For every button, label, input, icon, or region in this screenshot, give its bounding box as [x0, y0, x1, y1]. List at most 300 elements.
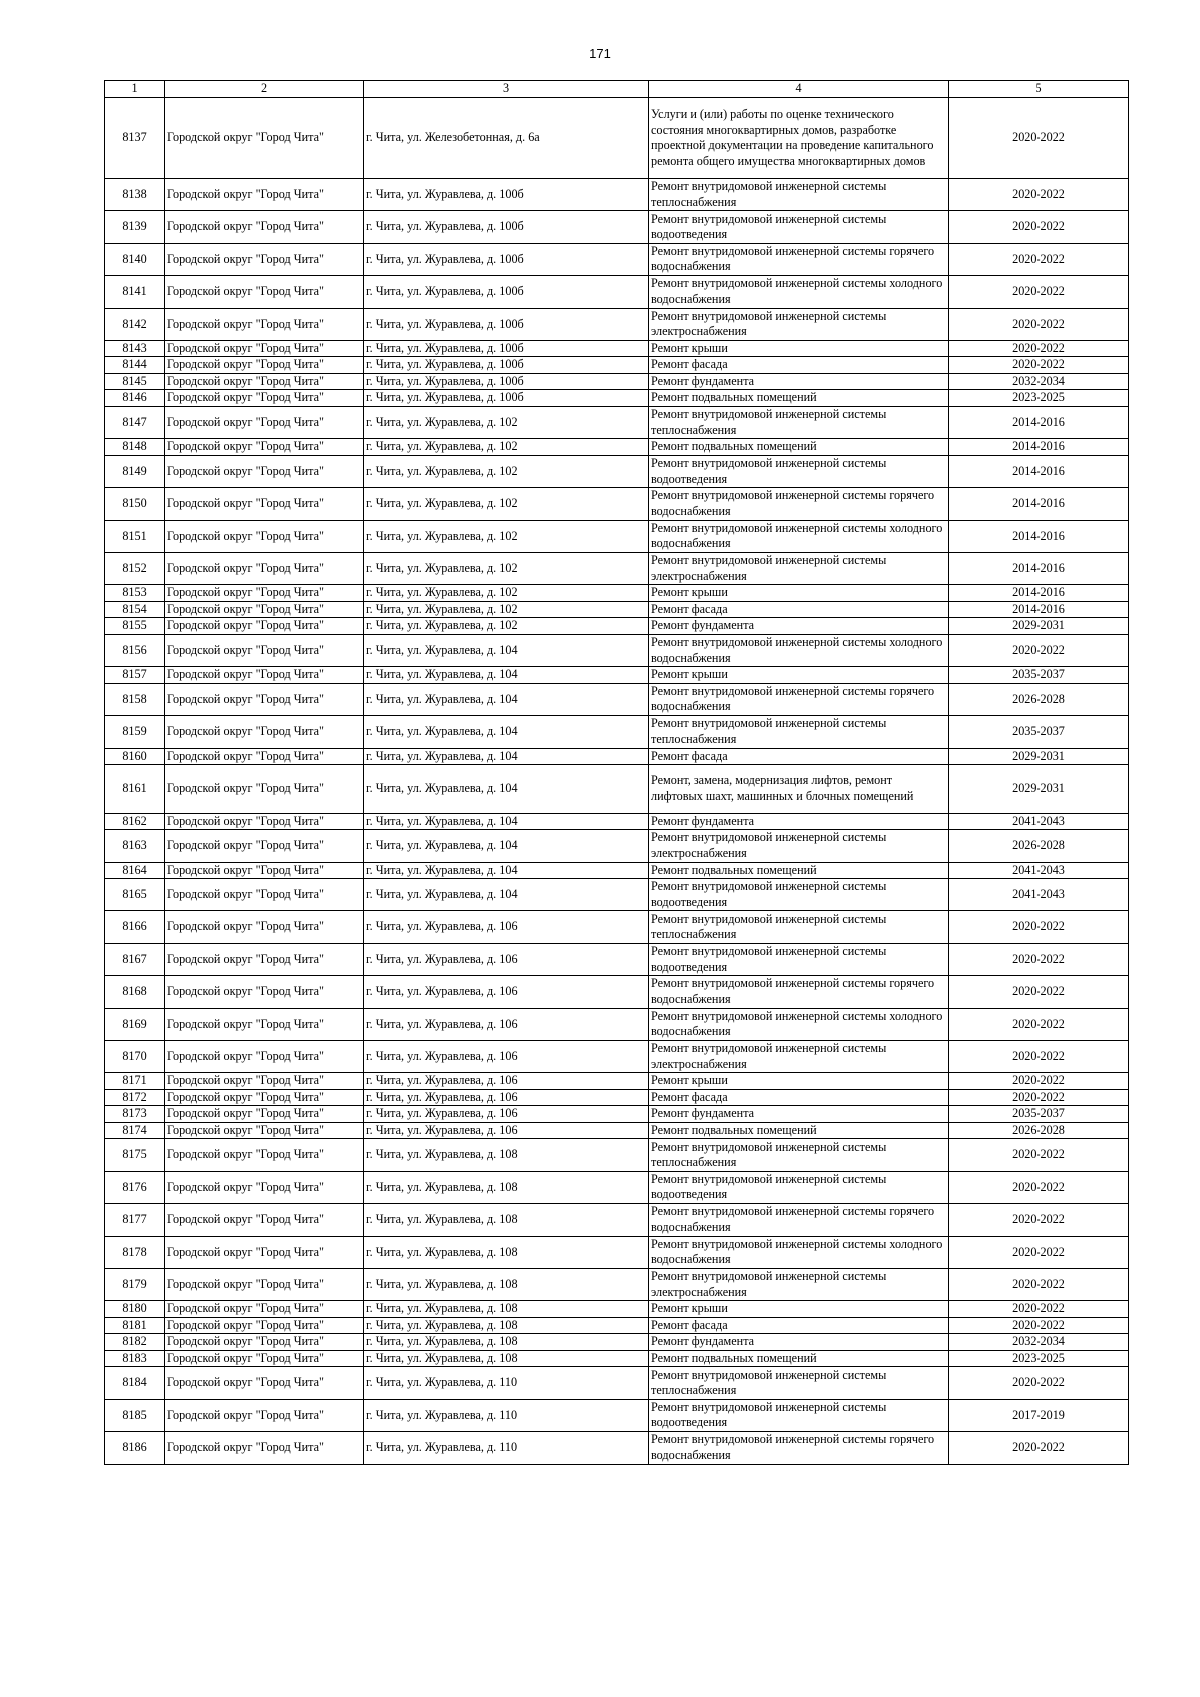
- period-cell: 2014-2016: [949, 601, 1129, 618]
- municipality-cell: Городской округ "Город Чита": [165, 879, 364, 911]
- work-type-cell: Ремонт внутридомовой инженерной системы теплоснабжения: [649, 179, 949, 211]
- work-type-cell: Ремонт фундамента: [649, 618, 949, 635]
- repair-schedule-table: [104, 80, 1129, 1465]
- address-cell: г. Чита, ул. Журавлева, д. 102: [364, 553, 649, 585]
- period-cell: 2020-2022: [949, 98, 1129, 179]
- row-number: 8172: [105, 1089, 165, 1106]
- work-type-cell: Услуги и (или) работы по оценке технического состояния многоквартирных домов, разработке проектной документации на проведение капитального ремонта общего имущества многоквартирных домов: [649, 98, 949, 179]
- municipality-cell: Городской округ "Город Чита": [165, 1073, 364, 1090]
- row-number: 8152: [105, 553, 165, 585]
- municipality-cell: Городской округ "Город Чита": [165, 439, 364, 456]
- table-row: [105, 179, 1129, 211]
- work-type-cell: Ремонт внутридомовой инженерной системы горячего водоснабжения: [649, 976, 949, 1008]
- work-type-cell: Ремонт подвальных помещений: [649, 439, 949, 456]
- municipality-cell: Городской округ "Город Чита": [165, 1367, 364, 1399]
- table-row: [105, 765, 1129, 814]
- period-cell: 2020-2022: [949, 1236, 1129, 1268]
- row-number: 8173: [105, 1106, 165, 1123]
- table-row: [105, 1122, 1129, 1139]
- table-row: [105, 862, 1129, 879]
- period-cell: 2014-2016: [949, 455, 1129, 487]
- work-type-cell: Ремонт внутридомовой инженерной системы электроснабжения: [649, 830, 949, 862]
- row-number: 8168: [105, 976, 165, 1008]
- address-cell: г. Чита, ул. Журавлева, д. 102: [364, 406, 649, 438]
- row-number: 8151: [105, 520, 165, 552]
- table-row: [105, 1106, 1129, 1123]
- period-cell: 2020-2022: [949, 1204, 1129, 1236]
- address-cell: г. Чита, ул. Журавлева, д. 100б: [364, 390, 649, 407]
- municipality-cell: Городской округ "Город Чита": [165, 748, 364, 765]
- table-row: [105, 976, 1129, 1008]
- table-row: [105, 243, 1129, 275]
- period-cell: 2020-2022: [949, 976, 1129, 1008]
- address-cell: г. Чита, ул. Журавлева, д. 100б: [364, 243, 649, 275]
- table-row: [105, 1268, 1129, 1300]
- table-header: [105, 81, 1129, 98]
- period-cell: 2020-2022: [949, 1317, 1129, 1334]
- address-cell: г. Чита, ул. Журавлева, д. 100б: [364, 373, 649, 390]
- address-cell: г. Чита, ул. Журавлева, д. 100б: [364, 179, 649, 211]
- table-row: [105, 98, 1129, 179]
- period-cell: 2014-2016: [949, 488, 1129, 520]
- address-cell: г. Чита, ул. Журавлева, д. 102: [364, 439, 649, 456]
- row-number: 8162: [105, 813, 165, 830]
- period-cell: 2014-2016: [949, 520, 1129, 552]
- period-cell: 2014-2016: [949, 585, 1129, 602]
- work-type-cell: Ремонт внутридомовой инженерной системы теплоснабжения: [649, 911, 949, 943]
- row-number: 8177: [105, 1204, 165, 1236]
- address-cell: г. Чита, ул. Журавлева, д. 102: [364, 618, 649, 635]
- work-type-cell: Ремонт крыши: [649, 1073, 949, 1090]
- work-type-cell: Ремонт фасада: [649, 748, 949, 765]
- address-cell: г. Чита, ул. Журавлева, д. 110: [364, 1432, 649, 1464]
- work-type-cell: Ремонт крыши: [649, 585, 949, 602]
- period-cell: 2020-2022: [949, 1268, 1129, 1300]
- table-row: [105, 1171, 1129, 1203]
- row-number: 8164: [105, 862, 165, 879]
- work-type-cell: Ремонт внутридомовой инженерной системы горячего водоснабжения: [649, 488, 949, 520]
- period-cell: 2032-2034: [949, 1334, 1129, 1351]
- row-number: 8158: [105, 683, 165, 715]
- address-cell: г. Чита, ул. Журавлева, д. 106: [364, 1106, 649, 1123]
- work-type-cell: Ремонт внутридомовой инженерной системы теплоснабжения: [649, 716, 949, 748]
- municipality-cell: Городской округ "Город Чита": [165, 716, 364, 748]
- address-cell: г. Чита, ул. Журавлева, д. 106: [364, 1122, 649, 1139]
- municipality-cell: Городской округ "Город Чита": [165, 357, 364, 374]
- address-cell: г. Чита, ул. Журавлева, д. 100б: [364, 276, 649, 308]
- work-type-cell: Ремонт крыши: [649, 1301, 949, 1318]
- municipality-cell: Городской округ "Город Чита": [165, 634, 364, 666]
- municipality-cell: Городской округ "Город Чита": [165, 276, 364, 308]
- address-cell: г. Чита, ул. Журавлева, д. 104: [364, 813, 649, 830]
- work-type-cell: Ремонт фундамента: [649, 1334, 949, 1351]
- table-row: [105, 439, 1129, 456]
- period-cell: 2020-2022: [949, 1008, 1129, 1040]
- municipality-cell: Городской округ "Город Чита": [165, 98, 364, 179]
- row-number: 8174: [105, 1122, 165, 1139]
- table-row: [105, 373, 1129, 390]
- table-row: [105, 406, 1129, 438]
- table-row: [105, 1317, 1129, 1334]
- row-number: 8180: [105, 1301, 165, 1318]
- row-number: 8170: [105, 1041, 165, 1073]
- work-type-cell: Ремонт внутридомовой инженерной системы теплоснабжения: [649, 406, 949, 438]
- table-row: [105, 1041, 1129, 1073]
- table-row: [105, 634, 1129, 666]
- period-cell: 2020-2022: [949, 1301, 1129, 1318]
- row-number: 8165: [105, 879, 165, 911]
- municipality-cell: Городской округ "Город Чита": [165, 390, 364, 407]
- municipality-cell: Городской округ "Город Чита": [165, 601, 364, 618]
- work-type-cell: Ремонт внутридомовой инженерной системы холодного водоснабжения: [649, 276, 949, 308]
- address-cell: г. Чита, ул. Журавлева, д. 102: [364, 601, 649, 618]
- work-type-cell: Ремонт фасада: [649, 1089, 949, 1106]
- work-type-cell: Ремонт фасада: [649, 357, 949, 374]
- table-row: [105, 1350, 1129, 1367]
- work-type-cell: Ремонт внутридомовой инженерной системы холодного водоснабжения: [649, 520, 949, 552]
- period-cell: 2041-2043: [949, 879, 1129, 911]
- table-body: [105, 98, 1129, 1465]
- period-cell: 2020-2022: [949, 1041, 1129, 1073]
- column-header-1: 1: [105, 81, 165, 98]
- column-header-3: 3: [364, 81, 649, 98]
- table-row: [105, 276, 1129, 308]
- row-number: 8167: [105, 943, 165, 975]
- table-row: [105, 340, 1129, 357]
- address-cell: г. Чита, ул. Журавлева, д. 108: [364, 1236, 649, 1268]
- period-cell: 2020-2022: [949, 1432, 1129, 1464]
- municipality-cell: Городской округ "Город Чита": [165, 765, 364, 814]
- address-cell: г. Чита, ул. Журавлева, д. 104: [364, 830, 649, 862]
- table-row: [105, 683, 1129, 715]
- work-type-cell: Ремонт крыши: [649, 340, 949, 357]
- work-type-cell: Ремонт фасада: [649, 1317, 949, 1334]
- period-cell: 2020-2022: [949, 1073, 1129, 1090]
- address-cell: г. Чита, ул. Журавлева, д. 100б: [364, 211, 649, 243]
- work-type-cell: Ремонт подвальных помещений: [649, 1350, 949, 1367]
- period-cell: 2029-2031: [949, 748, 1129, 765]
- municipality-cell: Городской округ "Город Чита": [165, 243, 364, 275]
- row-number: 8184: [105, 1367, 165, 1399]
- work-type-cell: Ремонт внутридомовой инженерной системы водоотведения: [649, 1399, 949, 1431]
- row-number: 8145: [105, 373, 165, 390]
- municipality-cell: Городской округ "Город Чита": [165, 1317, 364, 1334]
- municipality-cell: Городской округ "Город Чита": [165, 1432, 364, 1464]
- table-row: [105, 390, 1129, 407]
- row-number: 8140: [105, 243, 165, 275]
- work-type-cell: Ремонт внутридомовой инженерной системы водоотведения: [649, 943, 949, 975]
- column-header-5: 5: [949, 81, 1129, 98]
- row-number: 8149: [105, 455, 165, 487]
- period-cell: 2029-2031: [949, 618, 1129, 635]
- period-cell: 2014-2016: [949, 553, 1129, 585]
- period-cell: 2020-2022: [949, 340, 1129, 357]
- period-cell: 2020-2022: [949, 179, 1129, 211]
- table-row: [105, 879, 1129, 911]
- municipality-cell: Городской округ "Город Чита": [165, 179, 364, 211]
- table-row: [105, 1204, 1129, 1236]
- row-number: 8138: [105, 179, 165, 211]
- period-cell: 2029-2031: [949, 765, 1129, 814]
- table-row: [105, 553, 1129, 585]
- period-cell: 2041-2043: [949, 813, 1129, 830]
- period-cell: 2020-2022: [949, 357, 1129, 374]
- municipality-cell: Городской округ "Город Чита": [165, 1334, 364, 1351]
- work-type-cell: Ремонт внутридомовой инженерной системы водоотведения: [649, 455, 949, 487]
- row-number: 8179: [105, 1268, 165, 1300]
- address-cell: г. Чита, ул. Журавлева, д. 102: [364, 488, 649, 520]
- work-type-cell: Ремонт внутридомовой инженерной системы электроснабжения: [649, 553, 949, 585]
- work-type-cell: Ремонт внутридомовой инженерной системы холодного водоснабжения: [649, 1008, 949, 1040]
- municipality-cell: Городской округ "Город Чита": [165, 911, 364, 943]
- address-cell: г. Чита, ул. Журавлева, д. 102: [364, 455, 649, 487]
- work-type-cell: Ремонт внутридомовой инженерной системы холодного водоснабжения: [649, 1236, 949, 1268]
- row-number: 8185: [105, 1399, 165, 1431]
- municipality-cell: Городской округ "Город Чита": [165, 1106, 364, 1123]
- table-row: [105, 1399, 1129, 1431]
- municipality-cell: Городской округ "Город Чита": [165, 1139, 364, 1171]
- address-cell: г. Чита, ул. Журавлева, д. 100б: [364, 340, 649, 357]
- municipality-cell: Городской округ "Город Чита": [165, 1236, 364, 1268]
- address-cell: г. Чита, ул. Журавлева, д. 108: [364, 1301, 649, 1318]
- municipality-cell: Городской округ "Город Чита": [165, 1350, 364, 1367]
- address-cell: г. Чита, ул. Журавлева, д. 106: [364, 1041, 649, 1073]
- column-header-4: 4: [649, 81, 949, 98]
- row-number: 8182: [105, 1334, 165, 1351]
- work-type-cell: Ремонт внутридомовой инженерной системы электроснабжения: [649, 308, 949, 340]
- municipality-cell: Городской округ "Город Чита": [165, 667, 364, 684]
- row-number: 8157: [105, 667, 165, 684]
- period-cell: 2020-2022: [949, 243, 1129, 275]
- address-cell: г. Чита, ул. Журавлева, д. 104: [364, 748, 649, 765]
- row-number: 8143: [105, 340, 165, 357]
- address-cell: г. Чита, ул. Журавлева, д. 104: [364, 716, 649, 748]
- table-row: [105, 667, 1129, 684]
- address-cell: г. Чита, ул. Журавлева, д. 108: [364, 1317, 649, 1334]
- period-cell: 2020-2022: [949, 308, 1129, 340]
- municipality-cell: Городской округ "Город Чита": [165, 373, 364, 390]
- table-row: [105, 308, 1129, 340]
- work-type-cell: Ремонт подвальных помещений: [649, 390, 949, 407]
- table-row: [105, 830, 1129, 862]
- address-cell: г. Чита, ул. Журавлева, д. 108: [364, 1204, 649, 1236]
- municipality-cell: Городской округ "Город Чита": [165, 830, 364, 862]
- row-number: 8142: [105, 308, 165, 340]
- address-cell: г. Чита, ул. Журавлева, д. 106: [364, 1089, 649, 1106]
- row-number: 8147: [105, 406, 165, 438]
- row-number: 8153: [105, 585, 165, 602]
- row-number: 8155: [105, 618, 165, 635]
- address-cell: г. Чита, ул. Железобетонная, д. 6а: [364, 98, 649, 179]
- municipality-cell: Городской округ "Город Чита": [165, 1122, 364, 1139]
- address-cell: г. Чита, ул. Журавлева, д. 108: [364, 1350, 649, 1367]
- table-row: [105, 716, 1129, 748]
- period-cell: 2014-2016: [949, 406, 1129, 438]
- period-cell: 2035-2037: [949, 1106, 1129, 1123]
- address-cell: г. Чита, ул. Журавлева, д. 106: [364, 911, 649, 943]
- work-type-cell: Ремонт фундамента: [649, 373, 949, 390]
- row-number: 8181: [105, 1317, 165, 1334]
- period-cell: 2035-2037: [949, 667, 1129, 684]
- row-number: 8159: [105, 716, 165, 748]
- row-number: 8150: [105, 488, 165, 520]
- table-row: [105, 520, 1129, 552]
- row-number: 8139: [105, 211, 165, 243]
- table-row: [105, 1334, 1129, 1351]
- work-type-cell: Ремонт внутридомовой инженерной системы горячего водоснабжения: [649, 243, 949, 275]
- row-number: 8154: [105, 601, 165, 618]
- row-number: 8161: [105, 765, 165, 814]
- address-cell: г. Чита, ул. Журавлева, д. 104: [364, 862, 649, 879]
- municipality-cell: Городской округ "Город Чита": [165, 308, 364, 340]
- work-type-cell: Ремонт фундамента: [649, 1106, 949, 1123]
- work-type-cell: Ремонт внутридомовой инженерной системы горячего водоснабжения: [649, 1432, 949, 1464]
- work-type-cell: Ремонт внутридомовой инженерной системы горячего водоснабжения: [649, 683, 949, 715]
- row-number: 8141: [105, 276, 165, 308]
- municipality-cell: Городской округ "Город Чита": [165, 976, 364, 1008]
- address-cell: г. Чита, ул. Журавлева, д. 102: [364, 520, 649, 552]
- period-cell: 2020-2022: [949, 911, 1129, 943]
- table-row: [105, 748, 1129, 765]
- table-row: [105, 601, 1129, 618]
- table-row: [105, 488, 1129, 520]
- row-number: 8160: [105, 748, 165, 765]
- work-type-cell: Ремонт внутридомовой инженерной системы теплоснабжения: [649, 1139, 949, 1171]
- period-cell: 2020-2022: [949, 1139, 1129, 1171]
- address-cell: г. Чита, ул. Журавлева, д. 106: [364, 976, 649, 1008]
- work-type-cell: Ремонт подвальных помещений: [649, 1122, 949, 1139]
- table-row: [105, 1089, 1129, 1106]
- work-type-cell: Ремонт крыши: [649, 667, 949, 684]
- municipality-cell: Городской округ "Город Чита": [165, 585, 364, 602]
- address-cell: г. Чита, ул. Журавлева, д. 104: [364, 634, 649, 666]
- address-cell: г. Чита, ул. Журавлева, д. 106: [364, 943, 649, 975]
- work-type-cell: Ремонт, замена, модернизация лифтов, ремонт лифтовых шахт, машинных и блочных помещений: [649, 765, 949, 814]
- table-row: [105, 211, 1129, 243]
- period-cell: 2017-2019: [949, 1399, 1129, 1431]
- row-number: 8169: [105, 1008, 165, 1040]
- table-row: [105, 1367, 1129, 1399]
- row-number: 8146: [105, 390, 165, 407]
- work-type-cell: Ремонт внутридомовой инженерной системы водоотведения: [649, 879, 949, 911]
- period-cell: 2032-2034: [949, 373, 1129, 390]
- address-cell: г. Чита, ул. Журавлева, д. 104: [364, 879, 649, 911]
- address-cell: г. Чита, ул. Журавлева, д. 106: [364, 1008, 649, 1040]
- address-cell: г. Чита, ул. Журавлева, д. 104: [364, 765, 649, 814]
- period-cell: 2026-2028: [949, 1122, 1129, 1139]
- municipality-cell: Городской округ "Город Чита": [165, 1301, 364, 1318]
- column-header-2: 2: [165, 81, 364, 98]
- period-cell: 2023-2025: [949, 390, 1129, 407]
- municipality-cell: Городской округ "Город Чита": [165, 520, 364, 552]
- row-number: 8163: [105, 830, 165, 862]
- table-row: [105, 455, 1129, 487]
- municipality-cell: Городской округ "Город Чита": [165, 862, 364, 879]
- address-cell: г. Чита, ул. Журавлева, д. 108: [364, 1139, 649, 1171]
- municipality-cell: Городской округ "Город Чита": [165, 683, 364, 715]
- row-number: 8137: [105, 98, 165, 179]
- period-cell: 2026-2028: [949, 683, 1129, 715]
- municipality-cell: Городской округ "Город Чита": [165, 943, 364, 975]
- period-cell: 2020-2022: [949, 276, 1129, 308]
- period-cell: 2026-2028: [949, 830, 1129, 862]
- work-type-cell: Ремонт подвальных помещений: [649, 862, 949, 879]
- municipality-cell: Городской округ "Город Чита": [165, 813, 364, 830]
- address-cell: г. Чита, ул. Журавлева, д. 100б: [364, 357, 649, 374]
- work-type-cell: Ремонт внутридомовой инженерной системы водоотведения: [649, 1171, 949, 1203]
- work-type-cell: Ремонт внутридомовой инженерной системы электроснабжения: [649, 1268, 949, 1300]
- period-cell: 2014-2016: [949, 439, 1129, 456]
- period-cell: 2023-2025: [949, 1350, 1129, 1367]
- municipality-cell: Городской округ "Город Чита": [165, 1089, 364, 1106]
- table-row: [105, 1432, 1129, 1464]
- address-cell: г. Чита, ул. Журавлева, д. 110: [364, 1399, 649, 1431]
- municipality-cell: Городской округ "Город Чита": [165, 1399, 364, 1431]
- table-row: [105, 911, 1129, 943]
- row-number: 8186: [105, 1432, 165, 1464]
- address-cell: г. Чита, ул. Журавлева, д. 100б: [364, 308, 649, 340]
- period-cell: 2020-2022: [949, 634, 1129, 666]
- row-number: 8156: [105, 634, 165, 666]
- table-row: [105, 1008, 1129, 1040]
- table-row: [105, 943, 1129, 975]
- municipality-cell: Городской округ "Город Чита": [165, 618, 364, 635]
- municipality-cell: Городской округ "Город Чита": [165, 211, 364, 243]
- header-row: [105, 81, 1129, 98]
- work-type-cell: Ремонт внутридомовой инженерной системы водоотведения: [649, 211, 949, 243]
- period-cell: 2020-2022: [949, 943, 1129, 975]
- work-type-cell: Ремонт внутридомовой инженерной системы холодного водоснабжения: [649, 634, 949, 666]
- row-number: 8178: [105, 1236, 165, 1268]
- municipality-cell: Городской округ "Город Чита": [165, 1008, 364, 1040]
- row-number: 8171: [105, 1073, 165, 1090]
- table-row: [105, 357, 1129, 374]
- page-number: 171: [589, 46, 611, 61]
- table-row: [105, 585, 1129, 602]
- period-cell: 2041-2043: [949, 862, 1129, 879]
- address-cell: г. Чита, ул. Журавлева, д. 108: [364, 1268, 649, 1300]
- municipality-cell: Городской округ "Город Чита": [165, 1171, 364, 1203]
- municipality-cell: Городской округ "Город Чита": [165, 455, 364, 487]
- row-number: 8148: [105, 439, 165, 456]
- work-type-cell: Ремонт внутридомовой инженерной системы теплоснабжения: [649, 1367, 949, 1399]
- row-number: 8144: [105, 357, 165, 374]
- table-row: [105, 618, 1129, 635]
- work-type-cell: Ремонт фундамента: [649, 813, 949, 830]
- municipality-cell: Городской округ "Город Чита": [165, 1204, 364, 1236]
- address-cell: г. Чита, ул. Журавлева, д. 106: [364, 1073, 649, 1090]
- work-type-cell: Ремонт внутридомовой инженерной системы электроснабжения: [649, 1041, 949, 1073]
- municipality-cell: Городской округ "Город Чита": [165, 1041, 364, 1073]
- municipality-cell: Городской округ "Город Чита": [165, 488, 364, 520]
- municipality-cell: Городской округ "Город Чита": [165, 406, 364, 438]
- table-row: [105, 1073, 1129, 1090]
- table-row: [105, 1139, 1129, 1171]
- municipality-cell: Городской округ "Город Чита": [165, 340, 364, 357]
- row-number: 8175: [105, 1139, 165, 1171]
- municipality-cell: Городской округ "Город Чита": [165, 553, 364, 585]
- address-cell: г. Чита, ул. Журавлева, д. 110: [364, 1367, 649, 1399]
- work-type-cell: Ремонт фасада: [649, 601, 949, 618]
- period-cell: 2035-2037: [949, 716, 1129, 748]
- address-cell: г. Чита, ул. Журавлева, д. 104: [364, 683, 649, 715]
- period-cell: 2020-2022: [949, 1171, 1129, 1203]
- address-cell: г. Чита, ул. Журавлева, д. 102: [364, 585, 649, 602]
- table-row: [105, 1236, 1129, 1268]
- period-cell: 2020-2022: [949, 211, 1129, 243]
- table-row: [105, 813, 1129, 830]
- table-row: [105, 1301, 1129, 1318]
